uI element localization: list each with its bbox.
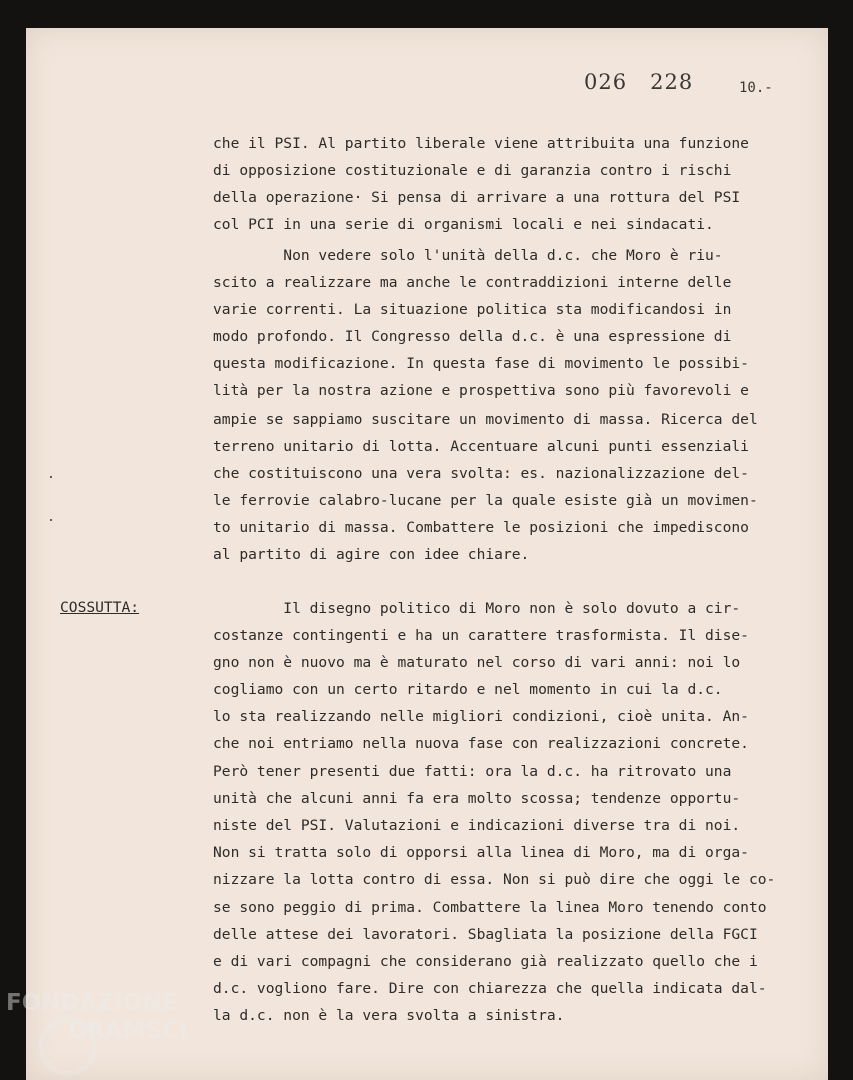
text-line: lità per la nostra azione e prospettiva sono più favorevoli e (213, 382, 749, 399)
text-line: cogliamo con un certo ritardo e nel momento in cui la d.c. (213, 681, 723, 698)
text-line: la d.c. non è la vera svolta a sinistra. (213, 1007, 565, 1024)
text-line: unità che alcuni anni fa era molto scossa; tendenze opportu- (213, 790, 741, 807)
text-line: col PCI in una serie di organismi locali e nei sindacati. (213, 216, 714, 233)
text-line: d.c. vogliono fare. Dire con chiarezza che quella indicata dal- (213, 980, 767, 997)
margin-mark (50, 519, 52, 521)
text-line: scito a realizzare ma anche le contraddizioni interne delle (213, 274, 732, 291)
text-line: niste del PSI. Valutazioni e indicazioni diverse tra di noi. (213, 817, 741, 834)
text-line: costanze contingenti e ha un carattere trasformista. Il dise- (213, 627, 749, 644)
text-line: Il disegno politico di Moro non è solo dovuto a cir- (213, 600, 741, 617)
text-line: ampie se sappiamo suscitare un movimento di massa. Ricerca del (213, 411, 758, 428)
text-line: che il PSI. Al partito liberale viene attribuita una funzione (213, 135, 749, 152)
text-line: delle attese dei lavoratori. Sbagliata la posizione della FGCI (213, 926, 758, 943)
text-line: to unitario di massa. Combattere le posizioni che impediscono (213, 519, 749, 536)
text-line: se sono peggio di prima. Combattere la linea Moro tenendo conto (213, 899, 767, 916)
watermark-line-2: GRAMSCI (68, 1018, 188, 1044)
archive-number: 026 228 (584, 70, 694, 94)
text-line: che noi entriamo nella nuova fase con realizzazioni concrete. (213, 735, 749, 752)
text-line: al partito di agire con idee chiare. (213, 546, 530, 563)
text-line: Non vedere solo l'unità della d.c. che Moro è riu- (213, 247, 723, 264)
text-line: Però tener presenti due fatti: ora la d.c. ha ritrovato una (213, 763, 732, 780)
margin-mark (50, 476, 52, 478)
text-line: gno non è nuovo ma è maturato nel corso di vari anni: noi lo (213, 654, 741, 671)
speaker-label: COSSUTTA: (60, 599, 140, 616)
text-line: di opposizione costituzionale e di garanzia contro i rischi (213, 162, 732, 179)
text-line: che costituiscono una vera svolta: es. nazionalizzazione del- (213, 465, 749, 482)
text-line: della operazione· Si pensa di arrivare a una rottura del PSI (213, 189, 741, 206)
text-line: terreno unitario di lotta. Accentuare alcuni punti essenziali (213, 438, 749, 455)
text-line: modo profondo. Il Congresso della d.c. è una espressione di (213, 328, 732, 345)
page-sequence-number: 10.- (739, 80, 773, 96)
text-line: varie correnti. La situazione politica sta modificandosi in (213, 301, 732, 318)
text-line: nizzare la lotta contro di essa. Non si può dire che oggi le co- (213, 871, 776, 888)
foundation-watermark (6, 984, 221, 1080)
text-line: le ferrovie calabro-lucane per la quale esiste già un movimen- (213, 492, 758, 509)
text-line: lo sta realizzando nelle migliori condizioni, cioè unita. An- (213, 708, 749, 725)
watermark-line-1: FONDAZIONE (6, 990, 178, 1016)
text-line: e di vari compagni che considerano già realizzato quello che i (213, 953, 758, 970)
text-line: Non si tratta solo di opporsi alla linea di Moro, ma di orga- (213, 844, 749, 861)
text-line: questa modificazione. In questa fase di movimento le possibi- (213, 355, 749, 372)
